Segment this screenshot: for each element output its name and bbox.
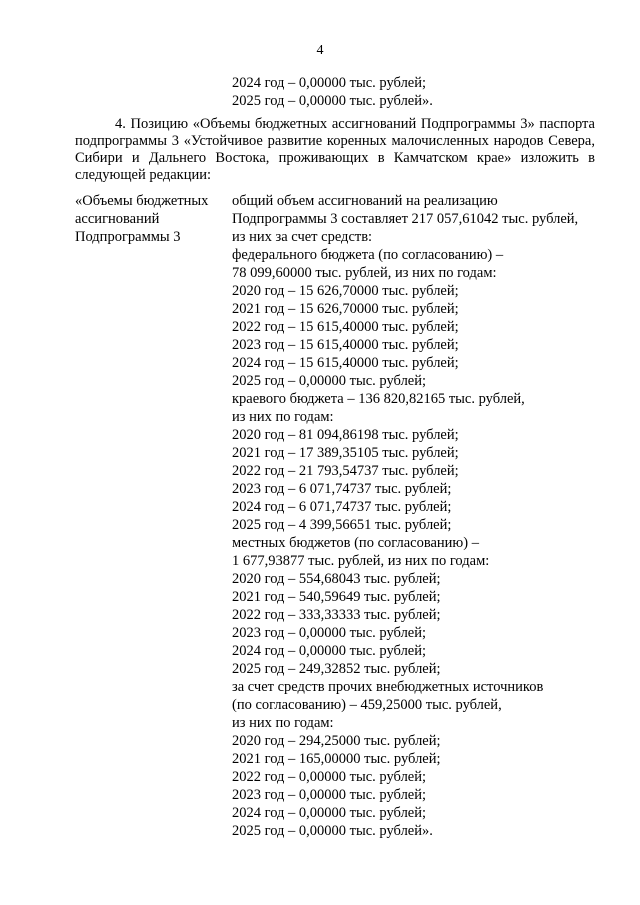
table-value-line: за счет средств прочих внебюджетных источников (232, 679, 544, 695)
table-label-line: Подпрограммы 3 (75, 229, 181, 245)
table-value-line: 2021 год – 15 626,70000 тыс. рублей; (232, 301, 459, 317)
text-line: 2025 год – 0,00000 тыс. рублей». (232, 93, 433, 109)
table-value-line: 2023 год – 0,00000 тыс. рублей; (232, 787, 427, 803)
table-value-line: 2022 год – 333,33333 тыс. рублей; (232, 607, 441, 623)
table-value-line: федерального бюджета (по согласованию) – (232, 247, 504, 263)
table-value-line: 2021 год – 165,00000 тыс. рублей; (232, 751, 441, 767)
table-value-line: 2020 год – 81 094,86198 тыс. рублей; (232, 427, 459, 443)
table-value-line: из них за счет средств: (232, 229, 373, 245)
table-value-line: 2024 год – 0,00000 тыс. рублей; (232, 643, 427, 659)
table-value-line: 2023 год – 15 615,40000 тыс. рублей; (232, 337, 459, 353)
table-value-line: 2025 год – 0,00000 тыс. рублей». (232, 823, 433, 839)
table-left-column (75, 192, 235, 246)
table-value-line: 2023 год – 0,00000 тыс. рублей; (232, 625, 427, 641)
table-value-line: из них по годам: (232, 715, 334, 731)
table-value-line: 2025 год – 0,00000 тыс. рублей; (232, 373, 427, 389)
table-value-line: 2021 год – 540,59649 тыс. рублей; (232, 589, 441, 605)
table-value-line: 2020 год – 294,25000 тыс. рублей; (232, 733, 441, 749)
table-value-line: 2024 год – 15 615,40000 тыс. рублей; (232, 355, 459, 371)
table-value-line: 78 099,60000 тыс. рублей, из них по годам: (232, 265, 497, 281)
table-value-line: 2024 год – 0,00000 тыс. рублей; (232, 805, 427, 821)
table-value-line: (по согласованию) – 459,25000 тыс. рублей, (232, 697, 502, 713)
table-label-line: «Объемы бюджетных (75, 193, 209, 209)
table-value-line: 2024 год – 6 071,74737 тыс. рублей; (232, 499, 452, 515)
table-value-line: краевого бюджета – 136 820,82165 тыс. рублей, (232, 391, 525, 407)
table-value-line: 2023 год – 6 071,74737 тыс. рублей; (232, 481, 452, 497)
page-number: 4 (316, 43, 324, 58)
table-value-line: 2022 год – 0,00000 тыс. рублей; (232, 769, 427, 785)
paragraph-text: 4. Позицию «Объемы бюджетных ассигнований Подпрограммы 3» паспорта подпрограммы 3 «Устойчивое развитие коренных малочисленных народов Севера, Сибири и Дальнего Востока, проживающих в Камчатском крае» изложить в следующей редакции: (75, 116, 595, 183)
preceding-lines (232, 74, 433, 110)
table-value-line: общий объем ассигнований на реализацию (232, 193, 498, 209)
table-value-line: Подпрограммы 3 составляет 217 057,61042 тыс. рублей, (232, 211, 579, 227)
table-value-line: 2022 год – 21 793,54737 тыс. рублей; (232, 463, 459, 479)
table-value-line: 2022 год – 15 615,40000 тыс. рублей; (232, 319, 459, 335)
table-value-line: 2020 год – 554,68043 тыс. рублей; (232, 571, 441, 587)
table-value-line: из них по годам: (232, 409, 334, 425)
table-value-line: 2020 год – 15 626,70000 тыс. рублей; (232, 283, 459, 299)
table-label-line: ассигнований (75, 211, 160, 227)
table-value-line: 2021 год – 17 389,35105 тыс. рублей; (232, 445, 459, 461)
table-right-column (232, 192, 602, 840)
table-value-line: местных бюджетов (по согласованию) – (232, 535, 479, 551)
table-value-line: 1 677,93877 тыс. рублей, из них по годам: (232, 553, 490, 569)
text-line: 2024 год – 0,00000 тыс. рублей; (232, 75, 427, 91)
table-value-line: 2025 год – 4 399,56651 тыс. рублей; (232, 517, 452, 533)
amendment-paragraph (75, 116, 595, 184)
table-value-line: 2025 год – 249,32852 тыс. рублей; (232, 661, 441, 677)
